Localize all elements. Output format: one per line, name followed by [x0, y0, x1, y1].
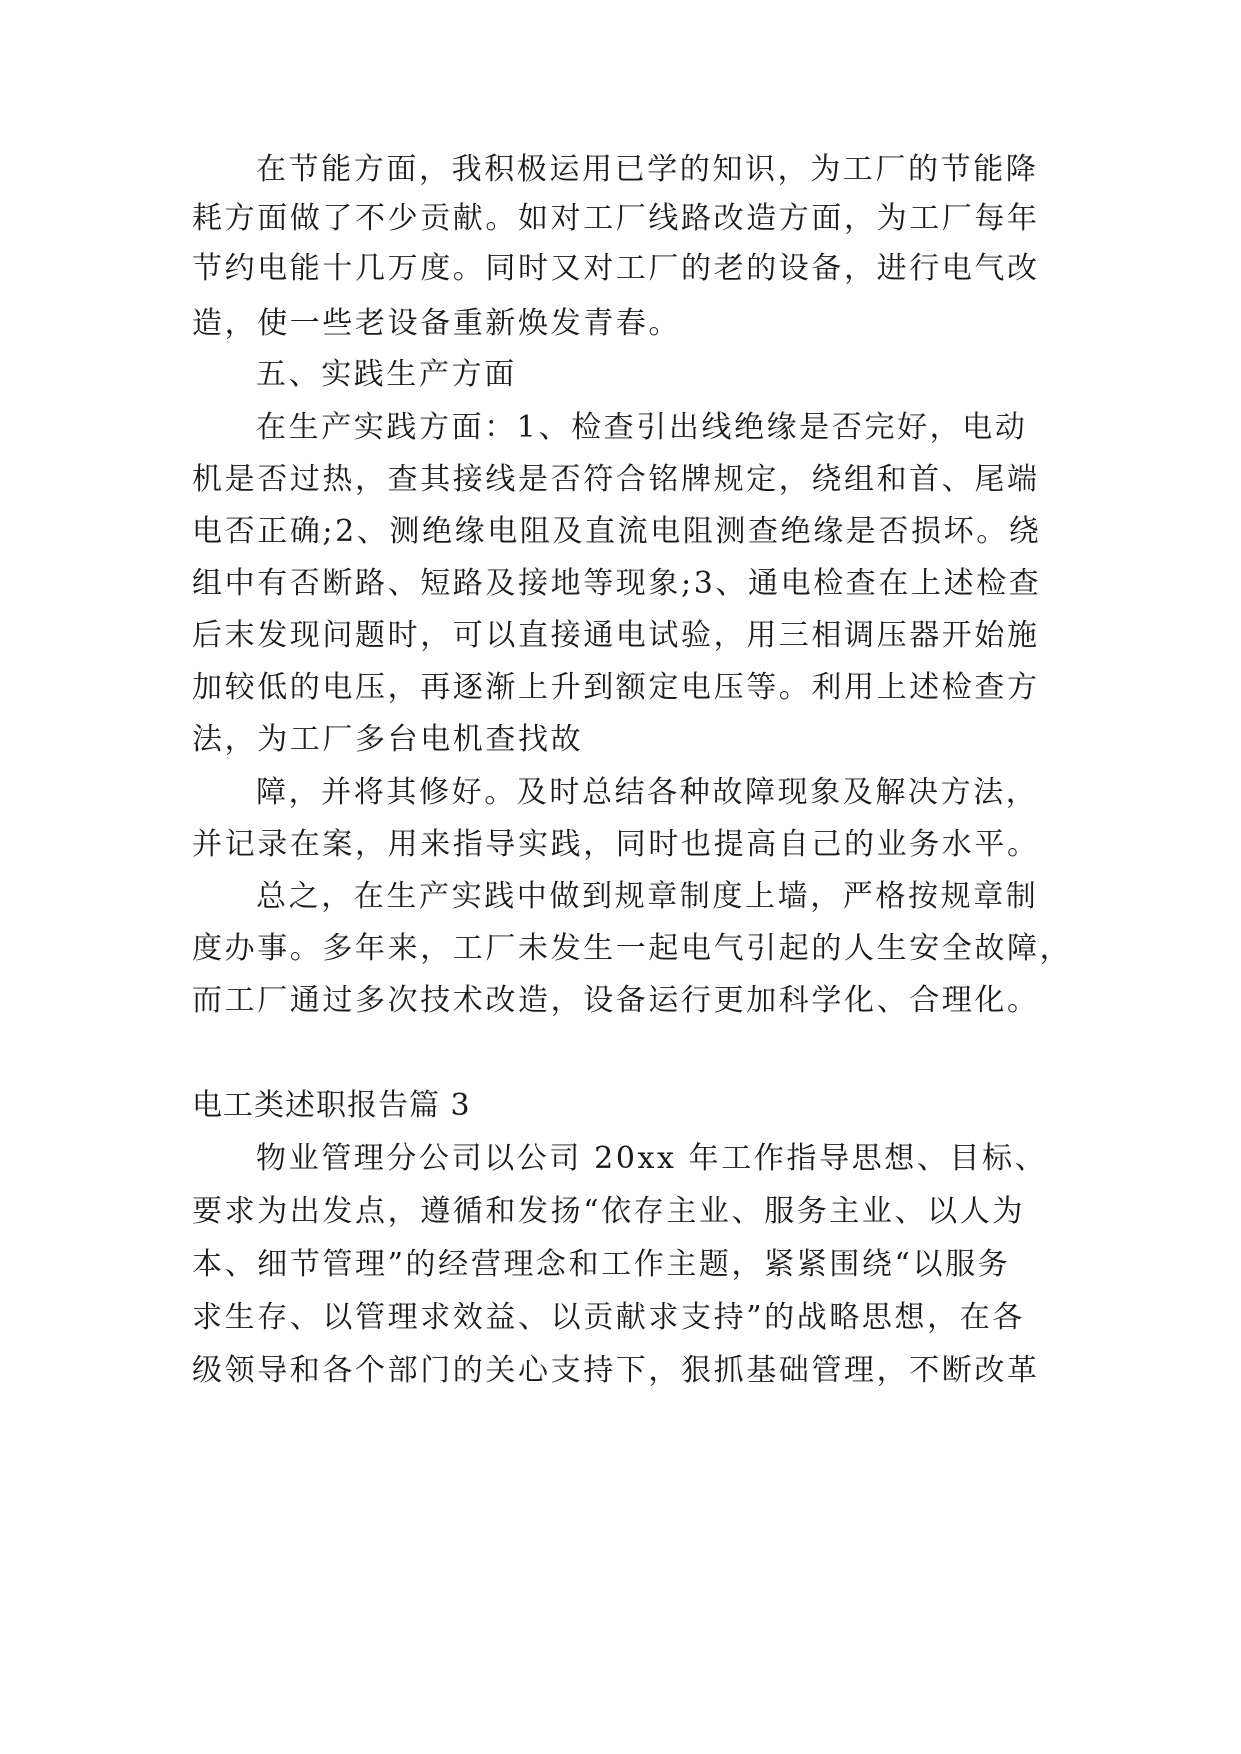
- paragraph-line: 在节能方面，我积极运用已学的知识，为工厂的节能降: [256, 152, 1039, 187]
- paragraph-line: 组中有否断路、短路及接地等现象;3、通电检查在上述检查: [192, 566, 1042, 601]
- paragraph-line: 电否正确;2、测绝缘电阻及直流电阻测查绝缘是否损坏。绕: [192, 514, 1042, 549]
- paragraph-line: 而工厂通过多次技术改造，设备运行更加科学化、合理化。: [192, 983, 1040, 1018]
- paragraph-line: 物业管理分公司以公司 20xx 年工作指导思想、目标、: [256, 1141, 1048, 1176]
- paragraph-line: 法，为工厂多台电机查找故: [192, 722, 584, 757]
- paragraph-line: 加较低的电压，再逐渐上升到额定电压等。利用上述检查方: [192, 670, 1040, 705]
- paragraph-line: 造，使一些老设备重新焕发青春。: [192, 306, 681, 341]
- paragraph-line: 耗方面做了不少贡献。如对工厂线路改造方面，为工厂每年: [192, 201, 1040, 236]
- report-title: 电工类述职报告篇 3: [192, 1088, 471, 1123]
- paragraph-line: 障，并将其修好。及时总结各种故障现象及解决方法，: [256, 775, 1039, 810]
- paragraph-line: 本、细节管理”的经营理念和工作主题，紧紧围绕“以服务: [192, 1247, 1011, 1282]
- paragraph-line: 求生存、以管理求效益、以贡献求支持”的战略思想，在各: [192, 1300, 1025, 1335]
- paragraph-line: 后末发现问题时，可以直接通电试验，用三相调压器开始施: [192, 618, 1040, 653]
- paragraph-line: 并记录在案，用来指导实践，同时也提高自己的业务水平。: [192, 827, 1040, 862]
- paragraph-line: 度办事。多年来，工厂未发生一起电气引起的人生安全故障，: [192, 931, 1073, 966]
- paragraph-line: 机是否过热，查其接线是否符合铭牌规定，绕组和首、尾端: [192, 462, 1040, 497]
- paragraph-line: 在生产实践方面：1、检查引出线绝缘是否完好，电动: [256, 410, 1028, 445]
- paragraph-line: 要求为出发点，遵循和发扬“依存主业、服务主业、以人为: [192, 1194, 1025, 1229]
- paragraph-line: 总之，在生产实践中做到规章制度上墙，严格按规章制: [256, 879, 1039, 914]
- paragraph-line: 级领导和各个部门的关心支持下，狠抓基础管理，不断改革: [192, 1353, 1040, 1388]
- section-heading: 五、实践生产方面: [256, 357, 517, 392]
- paragraph-line: 节约电能十几万度。同时又对工厂的老的设备，进行电气改: [192, 251, 1040, 286]
